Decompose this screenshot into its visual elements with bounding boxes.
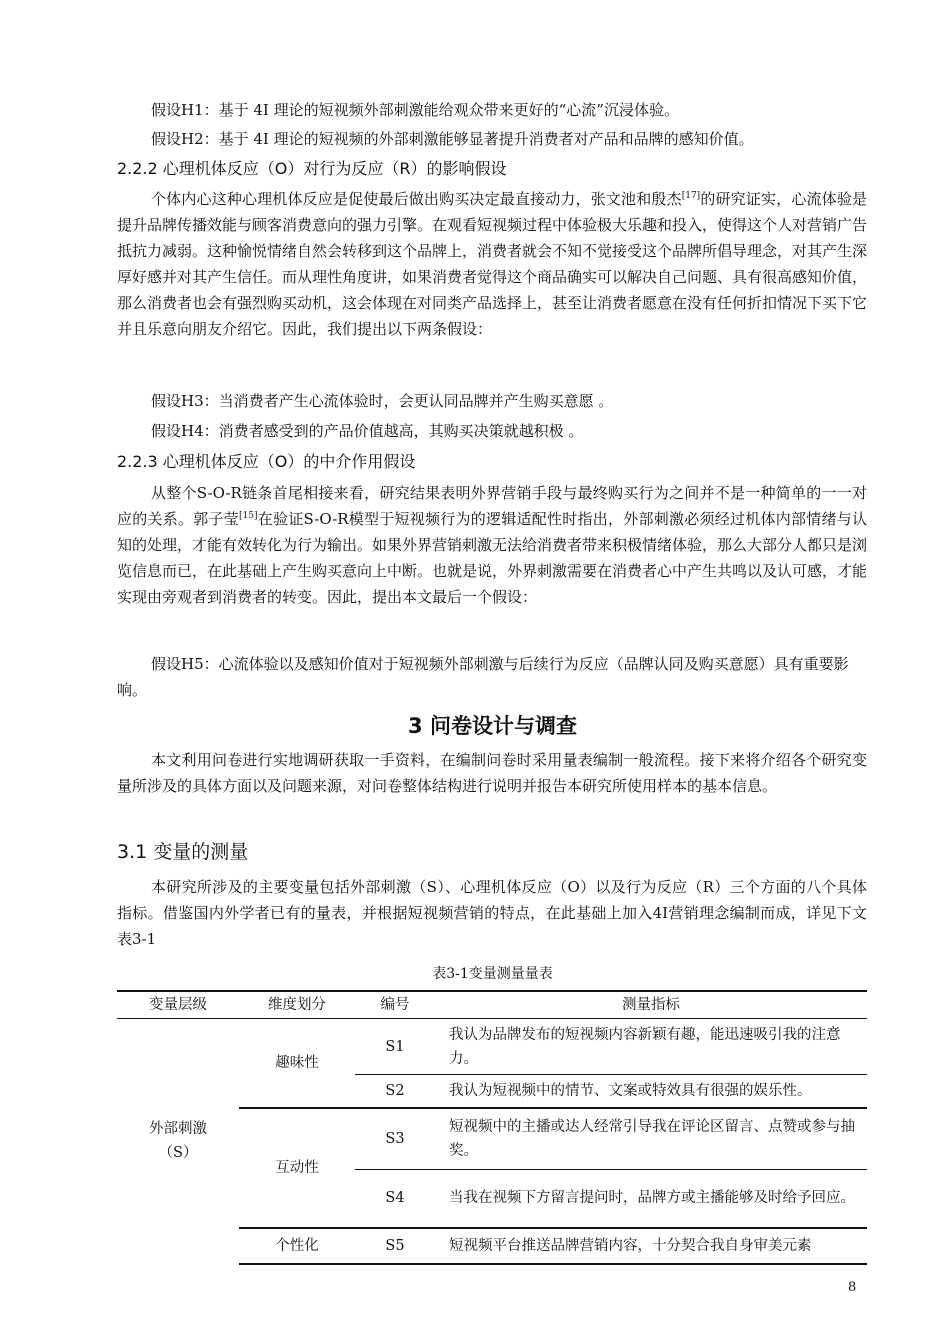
header-code: 编号 bbox=[355, 991, 435, 1019]
paragraph-chapter-3: 本文利用问卷进行实地调研获取一手资料，在编制问卷时采用量表编制一般流程。接下来将介绍各个研究变量所涉及的具体方面以及问题来源，对问卷整体结构进行说明并报告本研究所使用样本的基本信息。 bbox=[117, 751, 867, 795]
cell-dimension: 互动性 bbox=[239, 1108, 355, 1228]
header-level: 变量层级 bbox=[117, 991, 239, 1019]
paragraph-2-2-2 bbox=[117, 186, 867, 342]
citation-15: [15] bbox=[238, 511, 258, 521]
level-code: （S） bbox=[158, 1145, 198, 1162]
table-row bbox=[117, 1019, 867, 1075]
cell-indicator: 短视频平台推送品牌营销内容，十分契合我自身审美元素 bbox=[435, 1228, 867, 1264]
table-header-row bbox=[117, 991, 867, 1019]
chapter-title: 3 问卷设计与调查 bbox=[408, 714, 577, 738]
header-dimension: 维度划分 bbox=[239, 991, 355, 1019]
cell-dimension: 个性化 bbox=[239, 1228, 355, 1264]
section-heading-2-2-2: 2.2.2 心理机体反应（O）对行为反应（R）的影响假设 bbox=[117, 159, 507, 178]
level-name: 外部刺激 bbox=[149, 1121, 207, 1138]
hypothesis-h1: 假设H1：基于 4I 理论的短视频外部刺激能给观众带来更好的“心流”沉浸体验。 bbox=[151, 101, 679, 119]
paragraph-3-1: 本研究所涉及的主要变量包括外部刺激（S）、心理机体反应（O）以及行为反应（R）三个方面的八个具体指标。借鉴国内外学者已有的量表，并根据短视频营销的特点，在此基础上加入4I营销理念编制而成，详见下文表3-1 bbox=[117, 878, 867, 948]
hypothesis-h5: 假设H5：心流体验以及感知价值对于短视频外部刺激与后续行为反应（品牌认同及购买意愿）具有重要影响。 bbox=[117, 655, 849, 699]
cell-code: S3 bbox=[355, 1108, 435, 1170]
table-caption: 表3-1变量测量量表 bbox=[432, 966, 553, 982]
hypothesis-h3: 假设H3：当消费者产生心流体验时，会更认同品牌并产生购买意愿 。 bbox=[151, 392, 614, 410]
cell-indicator: 当我在视频下方留言提问时，品牌方或主播能够及时给予回应。 bbox=[435, 1170, 867, 1228]
page-number: 8 bbox=[848, 1280, 857, 1295]
paragraph-text: 从整个S-O-R链条首尾相接来看，研究结果表明外界营销手段与最终购买行为之间并不是一种简单的一一对应的关系。郭子莹 bbox=[117, 484, 867, 528]
section-heading-2-2-3: 2.2.3 心理机体反应（O）的中介作用假设 bbox=[117, 452, 416, 471]
cell-code: S5 bbox=[355, 1228, 435, 1264]
cell-code: S1 bbox=[385, 1038, 405, 1055]
paragraph-text: 个体内心这种心理机体反应是促使最后做出购买决定最直接动力，张文池和殷杰 bbox=[151, 190, 682, 208]
cell-code: S4 bbox=[355, 1170, 435, 1228]
paragraph-text: 的研究证实，心流体验是提升品牌传播效能与顾客消费意向的强力引擎。在观看短视频过程中体验极大乐趣和投入，使得这个人对营销广告抵抗力减弱。这种愉悦情绪自然会转移到这个品牌上，消费者就会不知不觉接受这个品牌所倡导理念，对其产生深厚好感并对其产生信任。而从理性角度讲，如果消费者觉得这个商品确实可以解决自己问题、具有很高感知价值，那么消费者也会有强烈购买动机，这会体现在对同类产品选择上，甚至让消费者愿意在没有任何折扣情况下买下它并且乐意向朋友介绍它。因此，我们提出以下两条假设： bbox=[117, 190, 868, 338]
paragraph-text: 在验证S-O-R模型于短视频行为的逻辑适配性时指出，外部刺激必须经过机体内部情绪与认知的处理，才能有效转化为行为输出。如果外界营销刺激无法给消费者带来积极情绪体验，那么大部分人都只是浏览信息而已，在此基础上产生购买意向上中断。也就是说，外界刺激需要在消费者心中产生共鸣以及认可感，才能实现由旁观者到消费者的转变。因此，提出本文最后一个假设： bbox=[117, 510, 868, 606]
cell-code: S2 bbox=[355, 1075, 435, 1108]
cell-indicator: 我认为短视频中的情节、文案或特效具有很强的娱乐性。 bbox=[435, 1075, 867, 1108]
hypothesis-h2: 假设H2：基于 4I 理论的短视频的外部刺激能够显著提升消费者对产品和品牌的感知价值。 bbox=[151, 130, 754, 148]
header-indicator: 测量指标 bbox=[435, 991, 867, 1019]
cell-level bbox=[117, 1019, 239, 1264]
hypothesis-h4: 假设H4：消费者感受到的产品价值越高，其购买决策就越积极 。 bbox=[151, 422, 584, 440]
section-heading-3-1: 3.1 变量的测量 bbox=[117, 841, 249, 863]
measurement-table bbox=[117, 990, 867, 1265]
citation-17: [17] bbox=[681, 191, 701, 201]
cell-indicator: 短视频中的主播或达人经常引导我在评论区留言、点赞或参与抽奖。 bbox=[435, 1108, 867, 1170]
cell-dimension: 趣味性 bbox=[275, 1054, 319, 1071]
paragraph-2-2-3 bbox=[117, 480, 867, 610]
cell-indicator: 我认为品牌发布的短视频内容新颖有趣，能迅速吸引我的注意力。 bbox=[449, 1026, 841, 1067]
